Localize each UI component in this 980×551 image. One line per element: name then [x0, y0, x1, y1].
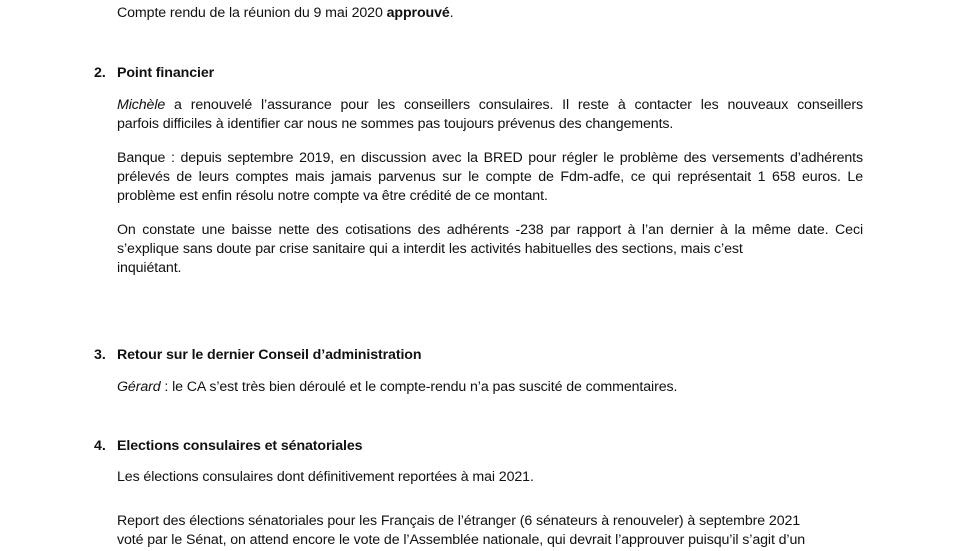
- person-name: Michèle: [117, 97, 166, 113]
- section-2-p2-line3: problème est enfin résolu notre compte va être crédité de ce montant.: [117, 188, 548, 204]
- section-4-p1: Les élections consulaires dont définitivement reportées à mai 2021.: [117, 469, 534, 485]
- section-2-p3-line2: s’explique sans doute par crise sanitaire qui a interdit les activités habituelles des sections, mais c’est: [117, 241, 743, 257]
- section-2-p3-line1: On constate une baisse nette des cotisations des adhérents -238 par rapport à l’an dernier à la même date. Ceci: [117, 222, 863, 238]
- section-4-title: Elections consulaires et sénatoriales: [117, 438, 363, 454]
- section-4-p2-line1: Report des élections sénatoriales pour les Français de l’étranger (6 sénateurs à renouveler) à septembre 2021: [117, 513, 801, 529]
- section-4-p2-line2: voté par le Sénat, on attend encore le vote de l’Assemblée nationale, qui devrait l’approuver puisqu’il s’agit d’un: [117, 532, 806, 548]
- section-2-number: 2.: [94, 65, 106, 81]
- person-name: Gérard: [117, 379, 161, 395]
- section-2-p1-line1: [117, 96, 863, 114]
- section-3-number: 3.: [94, 347, 106, 363]
- intro-approved: approuvé: [386, 5, 450, 21]
- section-4-number: 4.: [94, 438, 106, 454]
- section-3-title: Retour sur le dernier Conseil d’administration: [117, 347, 422, 363]
- section-2-p2-line1: Banque : depuis septembre 2019, en discussion avec la BRED pour régler le problème des versements d’adhérents: [117, 150, 863, 166]
- intro-period: .: [449, 5, 454, 21]
- section-2-p3-line3: inquiétant.: [117, 260, 182, 276]
- section-3-p1: [117, 378, 677, 396]
- section-2-p2-line2: prélevés de leurs comptes mais jamais parvenus sur le compte de Fdm-adfe, ce qui représentait 1 658 euros. Le: [117, 169, 863, 185]
- section-2-p1-line2: parfois difficiles à identifier car nous ne sommes pas toujours prévenus des changements.: [117, 116, 674, 132]
- section-2-title: Point financier: [117, 65, 215, 81]
- intro-text: Compte rendu de la réunion du 9 mai 2020: [117, 5, 387, 21]
- section-3-p1-text: : le CA s’est très bien déroulé et le compte-rendu n’a pas suscité de commentaires.: [160, 379, 678, 395]
- section-2-p1-line1-text: a renouvelé l’assurance pour les conseillers consulaires. Il reste à contacter les nouveaux conseillers: [165, 97, 863, 113]
- intro-paragraph: [117, 4, 454, 22]
